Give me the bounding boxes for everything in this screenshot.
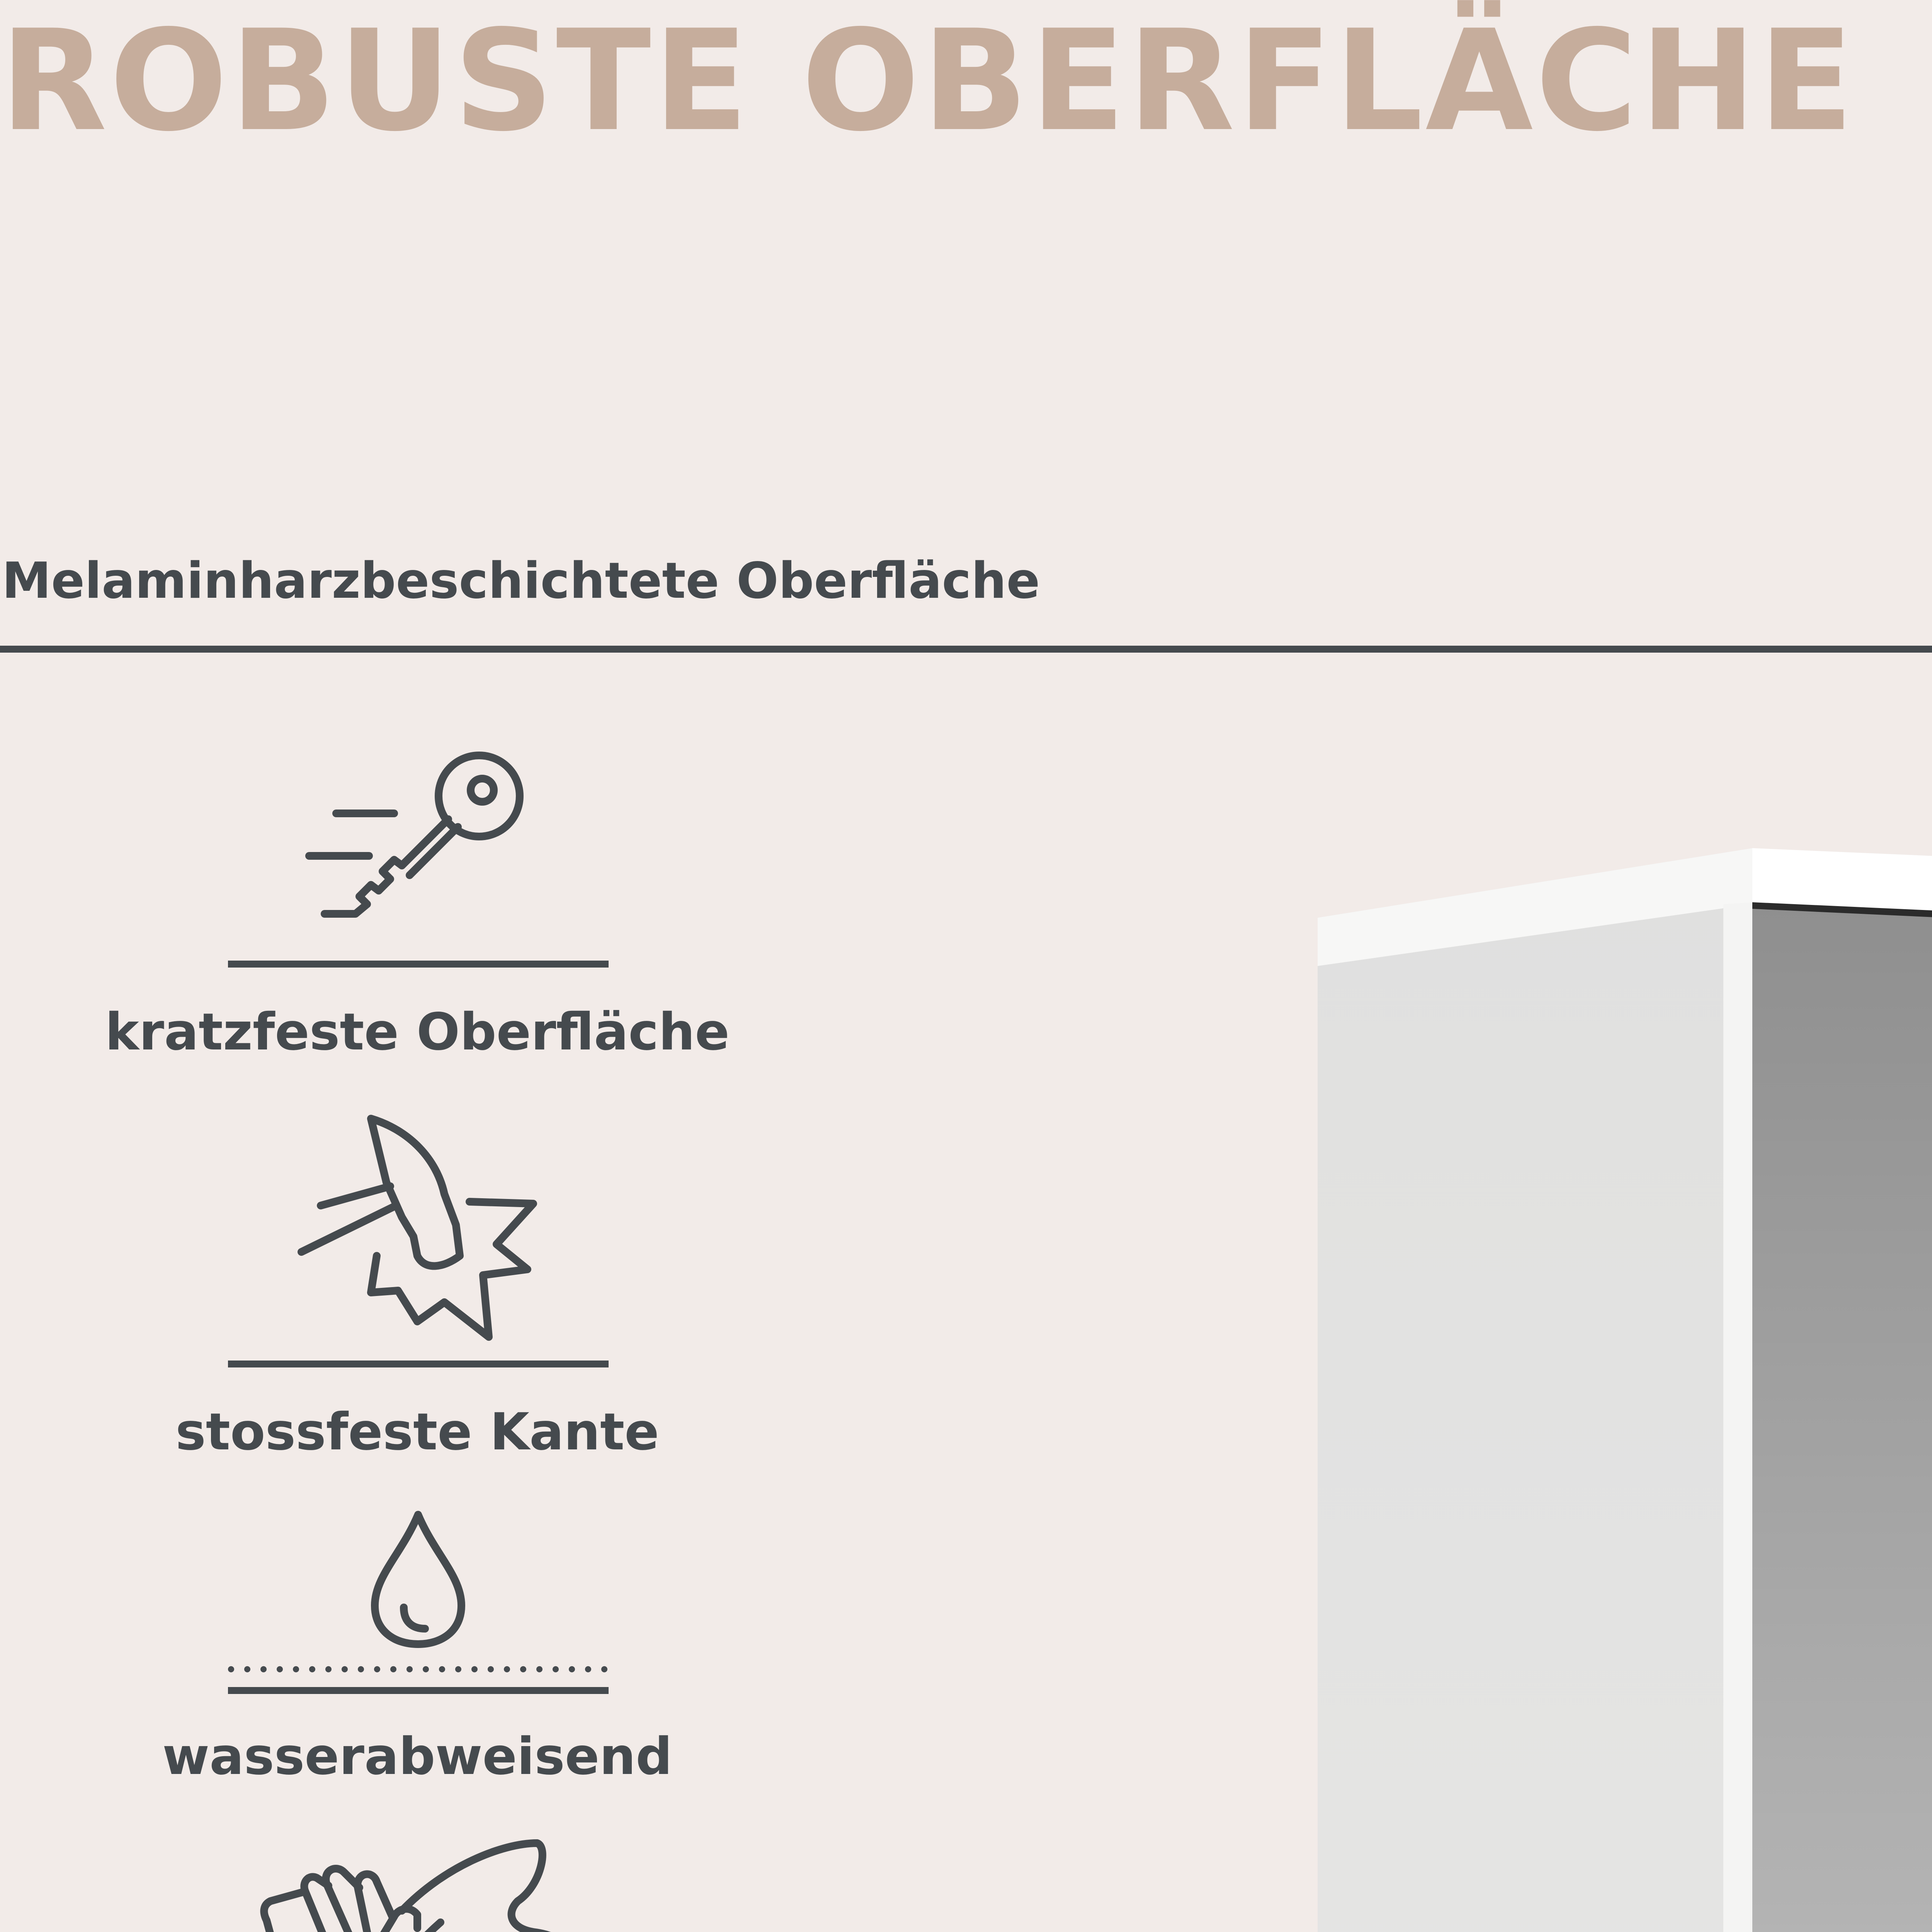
feature-label-scratch-resistant: kratzfeste Oberfläche — [105, 1002, 730, 1062]
callout-leader-line — [0, 649, 1932, 877]
cabinet-front-edge — [1723, 902, 1752, 1932]
hand-cloth-icon — [264, 1843, 567, 1932]
hammer-impact-icon — [301, 1119, 533, 1337]
callout-label: Melaminharzbeschichtete Oberfläche — [2, 552, 1040, 610]
key-scratch-icon — [309, 755, 520, 914]
water-drop-icon — [375, 1515, 461, 1644]
feature-label-water-repellent: wasserabweisend — [162, 1727, 672, 1786]
cabinet-side-panel — [1318, 848, 1752, 1932]
feature-label-impact-resistant: stossfeste Kante — [175, 1402, 659, 1462]
mirror-door-left — [1752, 906, 1932, 1932]
headline: ROBUSTE OBERFLÄCHE — [0, 0, 1856, 162]
